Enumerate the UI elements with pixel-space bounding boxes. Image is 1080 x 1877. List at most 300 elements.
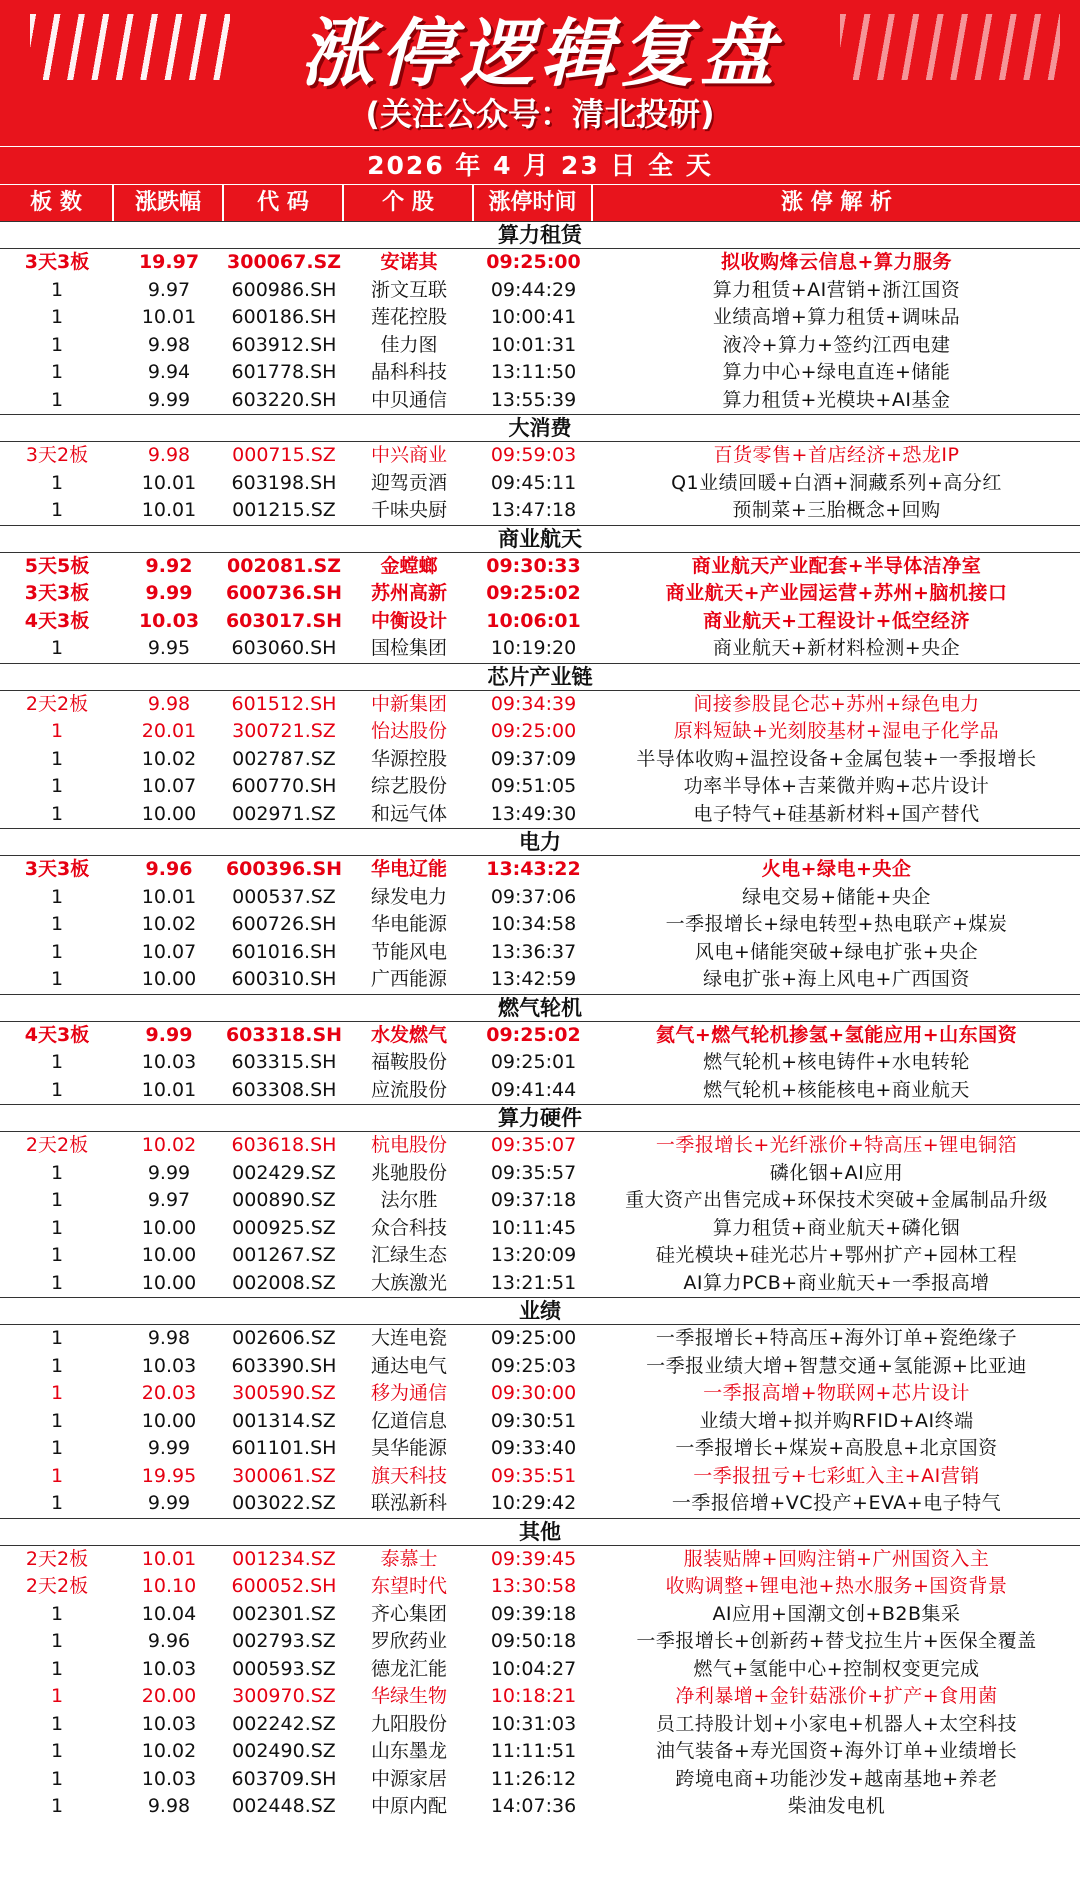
code-cell: 600186.SH (231, 306, 337, 328)
pct-cell: 10.00 (141, 1216, 197, 1239)
code-cell: 001215.SZ (232, 499, 336, 521)
reason-cell: Q1业绩回暖+白酒+洞藏系列+高分红 (671, 471, 1002, 494)
table-row (0, 1793, 1080, 1821)
pct-cell: 10.02 (141, 1740, 197, 1762)
code-cell: 603220.SH (231, 388, 337, 411)
time-cell: 13:11:50 (490, 361, 577, 383)
date-label: 2026 年 4 月 23 日 全 天 (0, 146, 1080, 184)
stock-cell: 昊华能源 (370, 1437, 447, 1459)
table-row (0, 635, 1080, 663)
stock-cell: 综艺股份 (370, 775, 447, 797)
pct-cell: 10.01 (141, 471, 197, 494)
table-row (0, 1656, 1080, 1684)
stock-cell: 千味央厨 (370, 499, 447, 521)
reason-cell: 磷化铟+AI应用 (769, 1161, 904, 1184)
code-cell: 600310.SH (231, 968, 337, 990)
stock-cell: 九阳股份 (370, 1712, 447, 1735)
table-row (0, 1766, 1080, 1794)
stock-cell: 水发燃气 (370, 1023, 447, 1046)
time-cell: 09:39:18 (490, 1602, 577, 1625)
section-header: 燃气轮机 (0, 994, 1080, 1022)
pct-cell: 10.03 (141, 1767, 197, 1790)
time-cell: 13:49:30 (490, 802, 577, 825)
stock-cell: 中兴商业 (370, 444, 447, 466)
time-cell: 09:50:18 (490, 1630, 577, 1652)
code-cell: 600736.SH (225, 582, 343, 604)
time-cell: 11:26:12 (490, 1767, 577, 1790)
table-row (0, 718, 1080, 746)
time-cell: 09:25:00 (486, 251, 581, 273)
board-cell: 2天2板 (25, 1547, 89, 1570)
column-header-board: 板 数 (0, 185, 114, 221)
stock-cell: 应流股份 (370, 1078, 447, 1101)
stock-cell: 迎驾贡酒 (370, 471, 447, 494)
table-row (0, 608, 1080, 636)
table-row (0, 1601, 1080, 1629)
code-cell: 000925.SZ (232, 1216, 336, 1239)
pct-cell: 10.02 (141, 747, 197, 770)
reason-cell: AI应用+国潮文创+B2B集采 (712, 1602, 961, 1625)
pct-cell: 10.04 (141, 1602, 197, 1625)
pct-cell: 9.92 (145, 554, 193, 577)
board-cell: 1 (50, 1740, 64, 1762)
board-cell: 1 (50, 747, 64, 770)
time-cell: 11:11:51 (490, 1740, 577, 1762)
stock-cell: 浙文互联 (370, 278, 447, 301)
pct-cell: 20.03 (141, 1382, 197, 1404)
stock-cell: 福鞍股份 (370, 1051, 447, 1073)
reason-cell: 跨境电商+功能沙发+越南基地+养老 (675, 1767, 998, 1790)
code-cell: 603315.SH (231, 1051, 337, 1073)
board-cell: 1 (50, 913, 64, 935)
code-cell: 300061.SZ (232, 1464, 336, 1487)
stock-cell: 杭电股份 (370, 1134, 447, 1156)
pct-cell: 9.99 (145, 1023, 193, 1046)
pct-cell: 9.98 (147, 692, 191, 715)
code-cell: 600396.SH (225, 858, 343, 880)
time-cell: 09:51:05 (490, 775, 577, 797)
page-title: 涨停逻辑复盘 (300, 11, 780, 97)
time-cell: 09:44:29 (490, 278, 577, 301)
code-cell: 002242.SZ (232, 1712, 336, 1735)
code-cell: 600986.SH (231, 278, 337, 301)
reason-cell: 算力租赁+AI营销+浙江国资 (712, 278, 961, 301)
stock-cell: 罗欣药业 (370, 1630, 447, 1652)
board-cell: 1 (50, 968, 64, 990)
board-cell: 1 (50, 1216, 64, 1239)
table-row (0, 1711, 1080, 1739)
board-cell: 4天3板 (24, 609, 90, 632)
stock-cell: 绿发电力 (370, 885, 447, 908)
table-row (0, 249, 1080, 277)
stock-cell: 广西能源 (370, 968, 447, 990)
reason-cell: 百货零售+首店经济+恐龙IP (713, 444, 960, 466)
board-cell: 1 (50, 885, 64, 908)
code-cell: 002448.SZ (232, 1795, 336, 1817)
time-cell: 09:35:07 (490, 1134, 577, 1156)
code-cell: 603709.SH (231, 1767, 337, 1790)
reason-cell: AI算力PCB+商业航天+一季报高增 (683, 1271, 990, 1294)
board-cell: 3天3板 (24, 858, 90, 880)
board-cell: 1 (50, 637, 64, 659)
board-cell: 1 (50, 1051, 64, 1073)
stock-cell: 汇绿生态 (370, 1244, 447, 1266)
time-cell: 10:00:41 (490, 306, 577, 328)
reason-cell: 硅光模块+硅光芯片+鄂州扩产+园林工程 (655, 1244, 1018, 1266)
code-cell: 001234.SZ (232, 1547, 336, 1570)
code-cell: 603318.SH (225, 1023, 343, 1046)
table-row (0, 1077, 1080, 1105)
stock-cell: 金螳螂 (380, 554, 438, 577)
board-cell: 1 (50, 1712, 64, 1735)
board-cell: 1 (50, 1602, 64, 1625)
pct-cell: 10.03 (141, 1051, 197, 1073)
pct-cell: 9.98 (147, 1327, 191, 1349)
table-row (0, 277, 1080, 305)
stock-cell: 东望时代 (370, 1575, 447, 1597)
stock-cell: 节能风电 (370, 940, 447, 963)
code-cell: 002971.SZ (232, 802, 336, 825)
stock-cell: 众合科技 (370, 1216, 447, 1239)
stock-cell: 莲花控股 (370, 306, 447, 328)
board-cell: 1 (50, 361, 64, 383)
code-cell: 000593.SZ (232, 1657, 336, 1680)
stock-cell: 山东墨龙 (370, 1740, 447, 1762)
stock-cell: 怡达股份 (370, 720, 447, 742)
table-row (0, 1215, 1080, 1243)
time-cell: 13:43:22 (486, 858, 581, 880)
reason-cell: 业绩高增+算力租赁+调味品 (712, 306, 961, 328)
table-row (0, 1049, 1080, 1077)
pct-cell: 20.00 (141, 1685, 197, 1707)
column-header-time: 涨停时间 (474, 185, 593, 221)
pct-cell: 9.98 (147, 333, 191, 356)
table-row (0, 1022, 1080, 1050)
time-cell: 10:34:58 (490, 913, 577, 935)
time-cell: 13:42:59 (490, 968, 577, 990)
board-cell: 1 (50, 1409, 64, 1432)
time-cell: 09:37:09 (490, 747, 577, 770)
section-header: 业绩 (0, 1297, 1080, 1325)
pct-cell: 10.02 (141, 913, 197, 935)
reason-cell: 算力中心+绿电直连+储能 (722, 361, 951, 383)
table-row (0, 1325, 1080, 1353)
reason-cell: 绿电扩张+海上风电+广西国资 (703, 968, 970, 990)
table-row (0, 773, 1080, 801)
reason-cell: 预制菜+三胎概念+回购 (732, 499, 941, 521)
table-row (0, 497, 1080, 525)
board-cell: 1 (50, 1271, 64, 1294)
reason-cell: 一季报倍增+VC投产+EVA+电子特气 (671, 1492, 1002, 1514)
table-row (0, 939, 1080, 967)
stock-cell: 中源家居 (370, 1767, 447, 1790)
header-banner (0, 0, 1080, 146)
table-row (0, 1380, 1080, 1408)
pct-cell: 10.01 (141, 306, 197, 328)
section-header: 芯片产业链 (0, 663, 1080, 691)
code-cell: 002787.SZ (232, 747, 336, 770)
code-cell: 002008.SZ (232, 1271, 336, 1294)
reason-cell: 原料短缺+光刻胶基材+湿电子化学品 (673, 720, 1000, 742)
time-cell: 09:30:33 (486, 554, 581, 577)
reason-cell: 商业航天+新材料检测+央企 (712, 637, 961, 659)
code-cell: 002606.SZ (232, 1327, 336, 1349)
code-cell: 603912.SH (231, 333, 337, 356)
page-subtitle: (关注公众号：清北投研) (365, 95, 715, 133)
code-cell: 000890.SZ (232, 1189, 336, 1211)
time-cell: 13:36:37 (490, 940, 577, 963)
board-cell: 2天2板 (25, 1575, 89, 1597)
board-cell: 4天3板 (24, 1023, 90, 1046)
table-row (0, 884, 1080, 912)
stock-cell: 华电辽能 (370, 858, 447, 880)
board-cell: 1 (50, 278, 64, 301)
time-cell: 10:18:21 (490, 1685, 577, 1707)
reason-cell: 一季报增长+煤炭+高股息+北京国资 (675, 1437, 998, 1459)
stock-cell: 中衡设计 (370, 609, 447, 632)
table-row (0, 304, 1080, 332)
stock-cell: 和远气体 (370, 802, 447, 825)
board-cell: 1 (50, 1354, 64, 1377)
section-header: 其他 (0, 1518, 1080, 1546)
code-cell: 002081.SZ (227, 554, 341, 577)
pct-cell: 20.01 (141, 720, 197, 742)
board-cell: 1 (50, 1189, 64, 1211)
stock-cell: 华源控股 (370, 747, 447, 770)
pct-cell: 9.94 (147, 361, 191, 383)
board-cell: 3天3板 (24, 251, 90, 273)
code-cell: 601101.SH (231, 1437, 337, 1459)
pct-cell: 9.97 (147, 278, 191, 301)
board-cell: 1 (50, 775, 64, 797)
time-cell: 09:59:03 (490, 444, 577, 466)
time-cell: 09:35:57 (490, 1161, 577, 1184)
stock-cell: 亿道信息 (370, 1409, 447, 1432)
pct-cell: 10.03 (141, 1354, 197, 1377)
time-cell: 10:19:20 (490, 637, 577, 659)
reason-cell: 半导体收购+温控设备+金属包装+一季报增长 (636, 747, 1037, 770)
board-cell: 1 (50, 1078, 64, 1101)
reason-cell: 火电+绿电+央企 (761, 858, 912, 880)
time-cell: 09:34:39 (490, 692, 577, 715)
pct-cell: 19.97 (138, 251, 200, 273)
limit-up-table (0, 221, 1080, 1821)
code-cell: 300970.SZ (232, 1685, 336, 1707)
reason-cell: 一季报增长+绿电转型+热电联产+煤炭 (665, 913, 1008, 935)
pct-cell: 10.03 (138, 609, 200, 632)
reason-cell: 绿电交易+储能+央企 (742, 885, 931, 908)
code-cell: 300590.SZ (232, 1382, 336, 1404)
stock-cell: 国检集团 (370, 637, 447, 659)
pct-cell: 9.99 (145, 582, 193, 604)
pct-cell: 10.01 (141, 885, 197, 908)
reason-cell: 燃气轮机+核能核电+商业航天 (703, 1078, 970, 1101)
board-cell: 1 (50, 499, 64, 521)
column-header-stock: 个 股 (344, 185, 474, 221)
stock-cell: 兆驰股份 (370, 1161, 447, 1184)
pct-cell: 9.96 (147, 1630, 191, 1652)
reason-cell: 商业航天产业配套+半导体洁净室 (691, 554, 982, 577)
board-cell: 1 (50, 1464, 64, 1487)
pct-cell: 9.99 (147, 1492, 191, 1514)
table-row (0, 1738, 1080, 1766)
stock-cell: 旗天科技 (370, 1464, 447, 1487)
code-cell: 603060.SH (231, 637, 337, 659)
stock-cell: 大族激光 (370, 1271, 447, 1294)
table-row (0, 442, 1080, 470)
code-cell: 600726.SH (231, 913, 337, 935)
time-cell: 13:55:39 (490, 388, 577, 411)
section-header: 算力硬件 (0, 1104, 1080, 1132)
reason-cell: 一季报增长+特高压+海外订单+瓷绝缘子 (655, 1327, 1018, 1349)
time-cell: 09:25:01 (490, 1051, 577, 1073)
stock-cell: 通达电气 (370, 1354, 447, 1377)
code-cell: 601778.SH (231, 361, 337, 383)
board-cell: 1 (50, 1657, 64, 1680)
pct-cell: 10.00 (141, 1271, 197, 1294)
pct-cell: 10.01 (141, 1078, 197, 1101)
stock-cell: 苏州高新 (370, 582, 447, 604)
code-cell: 603198.SH (231, 471, 337, 494)
code-cell: 600770.SH (231, 775, 337, 797)
section-header: 大消费 (0, 414, 1080, 442)
time-cell: 09:30:51 (490, 1409, 577, 1432)
column-header-code: 代 码 (224, 185, 344, 221)
reason-cell: 算力租赁+光模块+AI基金 (722, 388, 951, 411)
reason-cell: 业绩大增+拟并购RFID+AI终端 (699, 1409, 974, 1432)
time-cell: 13:21:51 (490, 1271, 577, 1294)
time-cell: 13:20:09 (490, 1244, 577, 1266)
reason-cell: 员工持股计划+小家电+机器人+太空科技 (655, 1712, 1018, 1735)
stock-cell: 华电能源 (370, 913, 447, 935)
table-row (0, 966, 1080, 994)
code-cell: 002793.SZ (232, 1630, 336, 1652)
time-cell: 10:06:01 (486, 609, 581, 632)
table-row (0, 1683, 1080, 1711)
table-row (0, 470, 1080, 498)
code-cell: 003022.SZ (232, 1492, 336, 1514)
pct-cell: 9.97 (147, 1189, 191, 1211)
table-row (0, 1242, 1080, 1270)
board-cell: 1 (50, 1327, 64, 1349)
reason-cell: 电子特气+硅基新材料+国产替代 (693, 802, 980, 825)
reason-cell: 燃气轮机+核电铸件+水电转轮 (703, 1051, 970, 1073)
reason-cell: 功率半导体+吉莱微并购+芯片设计 (683, 775, 990, 797)
board-cell: 1 (50, 802, 64, 825)
table-row (0, 1132, 1080, 1160)
table-row (0, 1408, 1080, 1436)
table-row (0, 746, 1080, 774)
pct-cell: 10.01 (141, 499, 197, 521)
stock-cell: 华绿生物 (370, 1685, 447, 1707)
table-row (0, 580, 1080, 608)
board-cell: 1 (50, 333, 64, 356)
board-cell: 1 (50, 1630, 64, 1652)
time-cell: 10:01:31 (490, 333, 577, 356)
table-row (0, 1546, 1080, 1574)
board-cell: 3天3板 (24, 582, 90, 604)
section-header: 电力 (0, 828, 1080, 856)
reason-cell: 商业航天+工程设计+低空经济 (703, 609, 970, 632)
reason-cell: 一季报扭亏+七彩虹入主+AI营销 (693, 1464, 980, 1487)
table-row (0, 359, 1080, 387)
pct-cell: 10.00 (141, 1409, 197, 1432)
table-row (0, 1160, 1080, 1188)
table-row (0, 387, 1080, 415)
board-cell: 1 (50, 940, 64, 963)
board-cell: 1 (50, 1382, 64, 1404)
pct-cell: 10.00 (141, 968, 197, 990)
board-cell: 1 (50, 1685, 64, 1707)
code-cell: 603618.SH (231, 1134, 337, 1156)
reason-cell: 收购调整+锂电池+热水服务+国资背景 (665, 1575, 1008, 1597)
code-cell: 603017.SH (225, 609, 343, 632)
board-cell: 1 (50, 1161, 64, 1184)
reason-cell: 一季报增长+创新药+替戈拉生片+医保全覆盖 (636, 1630, 1037, 1652)
time-cell: 09:41:44 (490, 1078, 577, 1101)
reason-cell: 油气装备+寿光国资+海外订单+业绩增长 (655, 1740, 1018, 1762)
board-cell: 1 (50, 1244, 64, 1266)
reason-cell: 商业航天+产业园运营+苏州+脑机接口 (665, 582, 1008, 604)
stock-cell: 大连电瓷 (370, 1327, 447, 1349)
reason-cell: 拟收购烽云信息+算力服务 (721, 251, 952, 273)
table-row (0, 1435, 1080, 1463)
time-cell: 09:25:00 (490, 1327, 577, 1349)
time-cell: 09:25:03 (490, 1354, 577, 1377)
stock-cell: 中新集团 (370, 692, 447, 715)
time-cell: 14:07:36 (490, 1795, 577, 1817)
code-cell: 601512.SH (231, 692, 337, 715)
reason-cell: 氦气+燃气轮机掺氢+氢能应用+山东国资 (655, 1023, 1018, 1046)
time-cell: 09:25:02 (486, 582, 581, 604)
stock-cell: 安诺其 (380, 251, 438, 273)
code-cell: 002429.SZ (232, 1161, 336, 1184)
table-row (0, 691, 1080, 719)
time-cell: 09:33:40 (490, 1437, 577, 1459)
code-cell: 600052.SH (231, 1575, 337, 1597)
board-cell: 5天5板 (24, 554, 90, 577)
stock-cell: 法尔胜 (380, 1189, 438, 1211)
table-row (0, 856, 1080, 884)
code-cell: 001314.SZ (232, 1409, 336, 1432)
board-cell: 1 (50, 720, 64, 742)
time-cell: 09:39:45 (490, 1547, 577, 1570)
time-cell: 10:29:42 (490, 1492, 577, 1514)
table-row (0, 911, 1080, 939)
stock-cell: 移为通信 (370, 1382, 447, 1404)
time-cell: 09:35:51 (490, 1464, 577, 1487)
pct-cell: 10.00 (141, 802, 197, 825)
reason-cell: 一季报高增+物联网+芯片设计 (703, 1382, 970, 1404)
reason-cell: 重大资产出售完成+环保技术突破+金属制品升级 (625, 1189, 1048, 1211)
time-cell: 09:37:18 (490, 1189, 577, 1211)
board-cell: 1 (50, 306, 64, 328)
time-cell: 13:47:18 (490, 499, 577, 521)
code-cell: 603308.SH (231, 1078, 337, 1101)
code-cell: 300721.SZ (232, 720, 336, 742)
pct-cell: 10.03 (141, 1657, 197, 1680)
pct-cell: 10.07 (141, 940, 197, 963)
time-cell: 09:30:00 (490, 1382, 577, 1404)
board-cell: 1 (50, 471, 64, 494)
time-cell: 09:25:02 (486, 1023, 581, 1046)
reason-cell: 液冷+算力+签约江西电建 (722, 333, 951, 356)
code-cell: 002490.SZ (232, 1740, 336, 1762)
stock-cell: 德龙汇能 (370, 1657, 447, 1680)
section-header: 算力租赁 (0, 221, 1080, 249)
stock-cell: 泰慕士 (380, 1547, 438, 1570)
table-row (0, 1628, 1080, 1656)
